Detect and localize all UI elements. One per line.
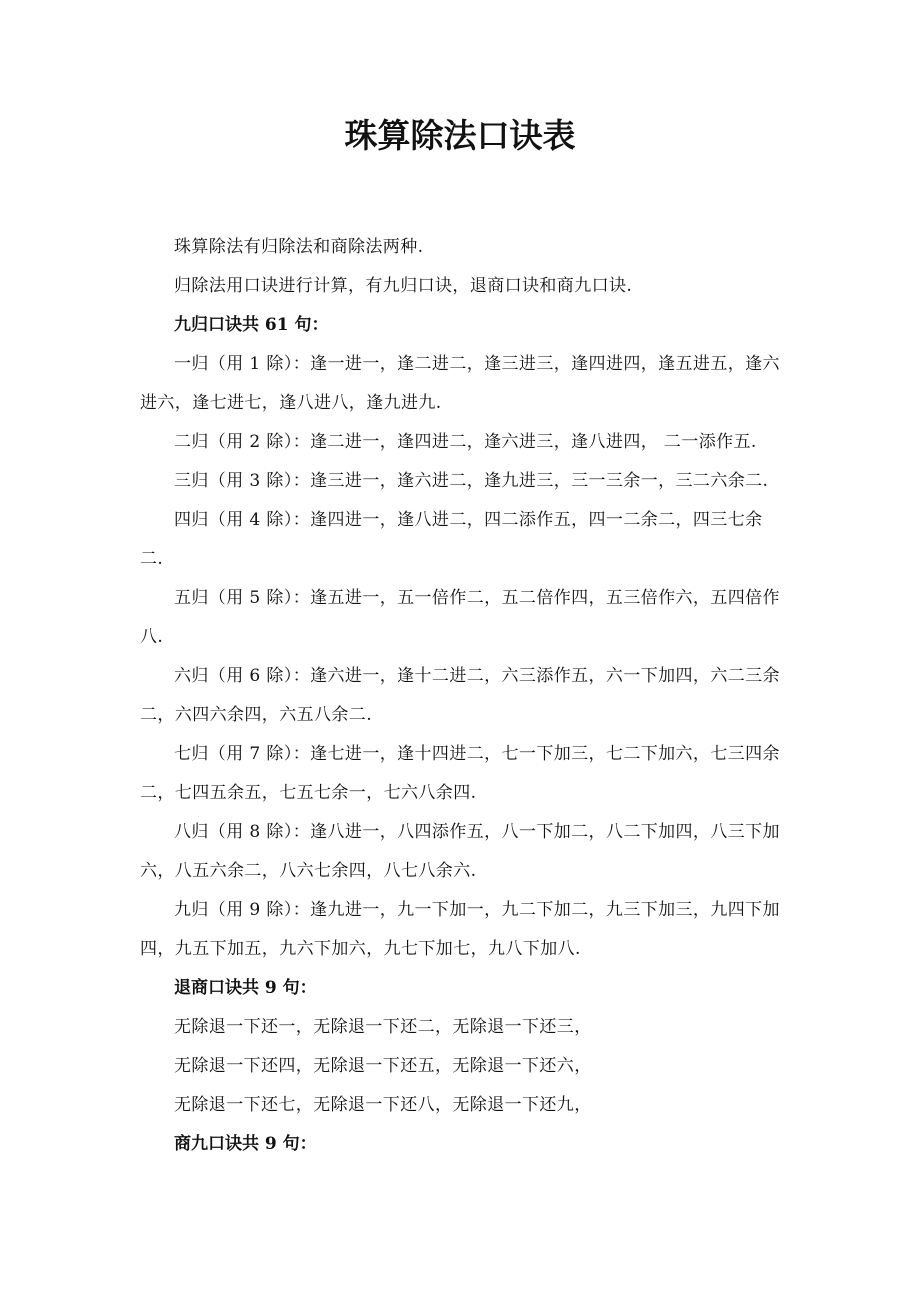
- document-body: [140, 228, 785, 1164]
- intro-paragraph-1: 珠算除法有归除法和商除法两种.: [174, 237, 424, 257]
- rule-yigui: 一归（用 1 除）：逢一进一，逢二进二，逢三进三，逢四进四，逢五进五，逢六进六，逢七进七，逢八进八，逢九进九.: [140, 354, 780, 413]
- rule-sangui: 三归（用 3 除）：逢三进一，逢六进二，逢九进三，三一三余一，三二六余二.: [174, 471, 769, 491]
- shangjiu-heading: 商九口诀共 9 句：: [174, 1134, 317, 1154]
- tuishang-heading: 退商口诀共 9 句：: [174, 978, 317, 998]
- rule-wugui: 五归（用 5 除）：逢五进一，五一倍作二，五二倍作四，五三倍作六，五四倍作八.: [140, 588, 780, 647]
- rule-jiugui: 九归（用 9 除）：逢九进一，九一下加一，九二下加二，九三下加三，九四下加四，九五下加五，九六下加六，九七下加七，九八下加八.: [140, 900, 780, 959]
- document-title: 珠算除法口诀表: [344, 116, 576, 155]
- jiugui-heading: 九归口诀共 61 句：: [174, 315, 329, 335]
- rule-bagui: 八归（用 8 除）：逢八进一，八四添作五，八一下加二，八二下加四，八三下加六，八五六余二，八六七余四，八七八余六.: [140, 822, 780, 881]
- rule-ergui: 二归（用 2 除）：逢二进一，逢四进二，逢六进三，逢八进四， 二一添作五.: [174, 432, 757, 452]
- tuishang-line-1: 无除退一下还一，无除退一下还二，无除退一下还三，: [174, 1017, 592, 1037]
- tuishang-line-2: 无除退一下还四，无除退一下还五，无除退一下还六，: [174, 1056, 592, 1076]
- rule-liugui: 六归（用 6 除）：逢六进一，逢十二进二，六三添作五，六一下加四，六二三余二，六四六余四，六五八余二.: [140, 666, 780, 725]
- rule-sigui: 四归（用 4 除）：逢四进一，逢八进二，四二添作五，四一二余二，四三七余二.: [140, 510, 763, 569]
- tuishang-line-3: 无除退一下还七，无除退一下还八，无除退一下还九，: [174, 1095, 592, 1115]
- rule-qigui: 七归（用 7 除）：逢七进一，逢十四进二，七一下加三，七二下加六，七三四余二，七四五余五，七五七余一，七六八余四.: [140, 744, 780, 803]
- intro-paragraph-2: 归除法用口诀进行计算，有九归口诀，退商口诀和商九口诀.: [174, 276, 633, 296]
